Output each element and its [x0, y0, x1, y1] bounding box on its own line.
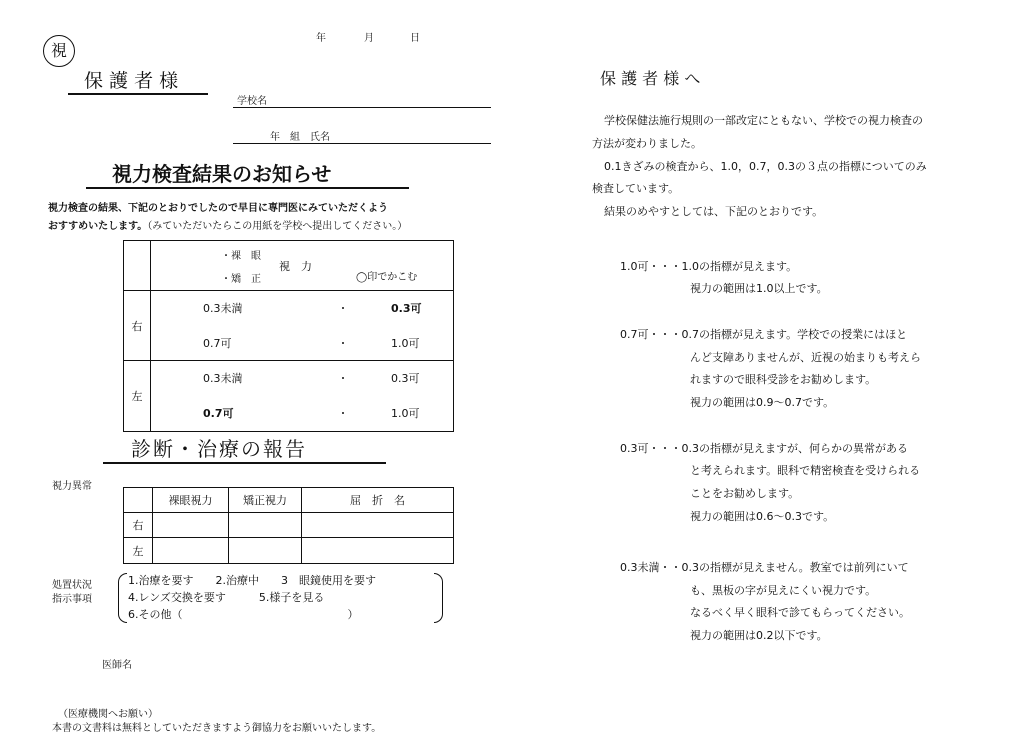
- report-right-naked-cell[interactable]: [153, 513, 229, 538]
- treatment-bracket-right: [434, 573, 443, 623]
- right-row-2-dot: ・: [323, 326, 363, 361]
- item4-line4: 視力の範囲は0.2以下です。: [690, 629, 828, 642]
- item1-line1: 1.0可・・・1.0の指標が見えます。: [620, 260, 798, 273]
- para2-line2: 検査しています。: [592, 182, 680, 195]
- item3-line1: 0.3可・・・0.3の指標が見えますが、何らかの異常がある: [620, 442, 908, 455]
- left-row-1-dot: ・: [323, 361, 363, 396]
- report-left-refraction-cell[interactable]: [302, 538, 454, 564]
- treatment-bracket-left: [118, 573, 127, 623]
- report-right-refraction-cell[interactable]: [302, 513, 454, 538]
- addressee-underline: [68, 93, 208, 95]
- right-row-2-b[interactable]: 1.0可: [363, 326, 454, 361]
- item3-line3: ことをお勧めします。: [690, 487, 800, 500]
- item3-line4: 視力の範囲は0.6〜0.3です。: [690, 510, 835, 523]
- report-table: [123, 487, 454, 564]
- right-addressee: 保 護 者 様 へ: [600, 69, 701, 88]
- item4-line1: 0.3未満・・0.3の指標が見えません。教室では前列にいて: [620, 561, 909, 574]
- treatment-label-1: 処置状況: [52, 580, 92, 591]
- report-left-naked-cell[interactable]: [153, 538, 229, 564]
- item2-line1: 0.7可・・・0.7の指標が見えます。学校での授業にはほと: [620, 328, 908, 341]
- intro-line-2: [48, 217, 407, 232]
- header-circle: ◯印でかこむ: [356, 272, 418, 283]
- intro-line-2-text: おすすめいたします。: [48, 221, 148, 232]
- date-year-label: 年: [316, 33, 326, 44]
- left-addressee: 保 護 者 様: [84, 70, 179, 92]
- report-title: 診断・治療の報告: [131, 437, 307, 461]
- report-row-left-label: 左: [124, 538, 153, 564]
- abnormal-label: 視力異常: [52, 481, 92, 492]
- item1-line2: 視力の範囲は1.0以上です。: [690, 282, 828, 295]
- treatment-options-2[interactable]: 4.レンズ交換を要す 5.様子を見る: [128, 591, 325, 604]
- right-eye-label: 右: [124, 291, 151, 361]
- report-header-corrected: 矯正視力: [229, 488, 302, 513]
- right-row-1-dot: ・: [323, 291, 363, 326]
- item2-line3: れますので眼科受診をお勧めします。: [690, 373, 877, 386]
- vision-table-header: [151, 241, 454, 291]
- date-month-label: 月: [364, 33, 374, 44]
- left-row-2-b[interactable]: 1.0可: [363, 396, 454, 432]
- footer-note: （医療機関へお願い）: [58, 709, 158, 720]
- report-header-naked: 裸眼視力: [153, 488, 229, 513]
- treatment-label-2: 指示事項: [52, 594, 92, 605]
- report-header-refraction: 屈 折 名: [302, 488, 454, 513]
- left-row-1-b[interactable]: 0.3可: [363, 361, 454, 396]
- para3: 結果のめやすとしては、下記のとおりです。: [604, 205, 824, 218]
- right-row-1-a[interactable]: 0.3未満: [151, 291, 324, 326]
- treatment-options-1[interactable]: 1.治療を要す 2.治療中 3 眼鏡使用を要す: [128, 574, 376, 587]
- right-row-2-a[interactable]: 0.7可: [151, 326, 324, 361]
- left-eye-label: 左: [124, 361, 151, 432]
- header-naked: ・裸 眼: [221, 251, 261, 262]
- date-day-label: 日: [410, 33, 420, 44]
- doctor-label: 医師名: [102, 660, 132, 671]
- intro-note: （みていただいたらこの用紙を学校へ提出してください。）: [147, 221, 408, 232]
- para2-line1: 0.1きざみの検査から、1.0，0.7，0.3の３点の指標についてのみ: [604, 160, 927, 173]
- left-row-2-a[interactable]: 0.7可: [151, 396, 324, 432]
- header-corrected: ・矯 正: [221, 274, 261, 285]
- report-left-corrected-cell[interactable]: [229, 538, 302, 564]
- left-row-1-a[interactable]: 0.3未満: [151, 361, 324, 396]
- school-field-line[interactable]: [233, 107, 491, 108]
- vision-result-table: [123, 240, 454, 432]
- item2-line2: んど支障ありませんが、近視の始まりも考えら: [690, 351, 921, 364]
- class-label: 年 組 氏名: [270, 132, 330, 143]
- name-field-line[interactable]: [233, 143, 491, 144]
- treatment-options-3[interactable]: 6.その他（ ）: [128, 608, 359, 621]
- item4-line2: も、黒板の字が見えにくい視力です。: [690, 584, 877, 597]
- item4-line3: なるべく早く眼科で診てもらってください。: [690, 606, 910, 619]
- left-row-2-dot: ・: [323, 396, 363, 432]
- right-row-1-b[interactable]: 0.3可: [363, 291, 454, 326]
- school-label: 学校名: [237, 96, 267, 107]
- report-row-right-label: 右: [124, 513, 153, 538]
- report-right-corrected-cell[interactable]: [229, 513, 302, 538]
- report-table-corner: [124, 488, 153, 513]
- intro-line-1: 視力検査の結果、下記のとおりでしたので早目に専門医にみていただくよう: [48, 203, 388, 214]
- report-title-underline: [103, 462, 386, 464]
- title-underline: [86, 187, 409, 189]
- para1-line2: 方法が変わりました。: [592, 137, 702, 150]
- header-vision: 視 力: [279, 260, 312, 273]
- vision-table-corner: [124, 241, 151, 291]
- para1-line1: 学校保健法施行規則の一部改定にともない、学校での視力検査の: [604, 114, 923, 127]
- notice-title: 視力検査結果のお知らせ: [112, 162, 332, 186]
- footer-text: 本書の文書料は無料としていただきますよう御協力をお願いいたします。: [52, 723, 382, 734]
- vision-stamp: 視: [43, 35, 75, 67]
- item2-line4: 視力の範囲は0.9〜0.7です。: [690, 396, 835, 409]
- item3-line2: と考えられます。眼科で精密検査を受けられる: [690, 464, 921, 477]
